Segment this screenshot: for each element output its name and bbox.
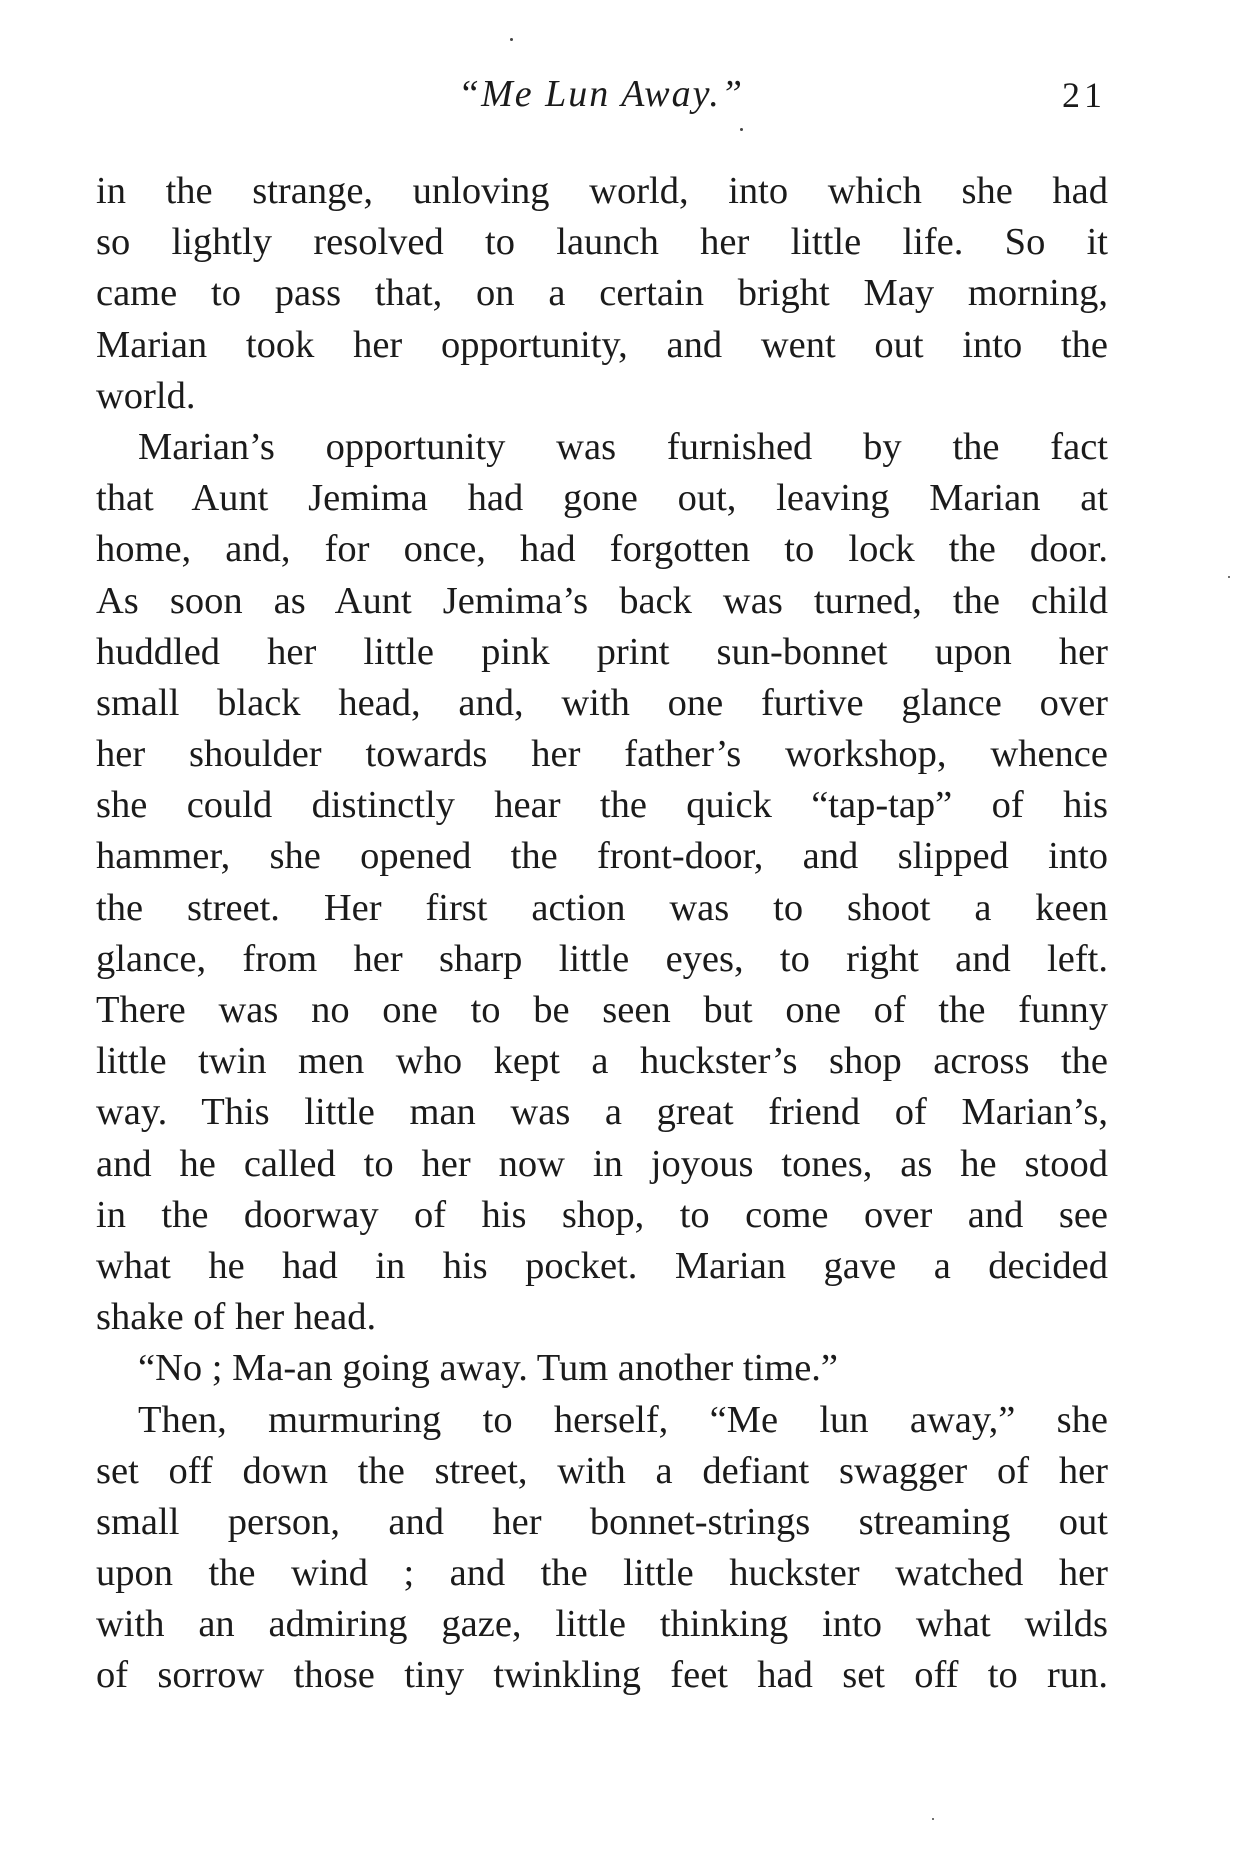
paragraph-1 — [96, 166, 1108, 422]
text-line: There was no one to be seen but one of the funny — [96, 989, 1108, 1031]
text-line: with an admiring gaze, little thinking into what wilds — [96, 1603, 1108, 1646]
running-title: “Me Lun Away.” — [458, 73, 744, 115]
text-line: shake of her head. — [96, 1296, 377, 1339]
text-line: in the doorway of his shop, to come over and see — [96, 1193, 1108, 1236]
text-line: huddled her little pink print sun-bonnet upon her — [96, 630, 1108, 673]
running-head — [96, 66, 1106, 126]
text-line: glance, from her sharp little eyes, to right and left. — [96, 937, 1108, 980]
text-line: and he called to her now in joyous tones, as he stood — [96, 1142, 1108, 1185]
paper-speck — [1228, 576, 1230, 578]
text-line: world. — [96, 374, 196, 417]
paper-speck — [740, 128, 743, 131]
dialogue-line: “No ; Ma-an going away. Tum another time.” — [138, 1347, 838, 1390]
paragraph-3 — [96, 1343, 1108, 1394]
text-line: home, and, for once, had forgotten to lock the door. — [96, 528, 1108, 571]
paragraph-4 — [96, 1395, 1108, 1702]
text-line: small black head, and, with one furtive glance over — [96, 681, 1108, 724]
text-line: upon the wind ; and the little huckster watched her — [96, 1552, 1108, 1595]
text-line: hammer, she opened the front-door, and slipped into — [96, 835, 1108, 878]
text-line: small person, and her bonnet-strings streaming out — [96, 1500, 1108, 1543]
text-line: her shoulder towards her father’s workshop, whence — [96, 733, 1108, 776]
page-number: 21 — [1062, 75, 1106, 115]
text-line: Marian took her opportunity, and went out into the — [96, 323, 1108, 366]
text-line: that Aunt Jemima had gone out, leaving Marian at — [96, 477, 1108, 520]
text-line: little twin men who kept a huckster’s shop across the — [96, 1040, 1108, 1083]
text-line: the street. Her first action was to shoot a keen — [96, 886, 1108, 929]
body-text — [96, 166, 1108, 1702]
text-line: in the strange, unloving world, into which she had — [96, 170, 1108, 212]
text-line: what he had in his pocket. Marian gave a decided — [96, 1244, 1108, 1287]
text-line: came to pass that, on a certain bright May morning, — [96, 272, 1108, 315]
text-line: of sorrow those tiny twinkling feet had set off to run. — [96, 1654, 1108, 1697]
text-line: As soon as Aunt Jemima’s back was turned, the child — [96, 579, 1108, 622]
paper-speck — [510, 38, 513, 41]
text-line: set off down the street, with a defiant swagger of her — [96, 1449, 1108, 1492]
paragraph-2 — [96, 422, 1108, 1343]
text-line: she could distinctly hear the quick “tap-tap” of his — [96, 784, 1108, 827]
text-line: so lightly resolved to launch her little life. So it — [96, 221, 1108, 264]
text-line: Marian’s opportunity was furnished by the fact — [138, 425, 1108, 468]
paper-speck — [932, 1818, 934, 1820]
text-line: Then, murmuring to herself, “Me lun away,” she — [138, 1398, 1108, 1441]
text-line: way. This little man was a great friend of Marian’s, — [96, 1091, 1108, 1134]
